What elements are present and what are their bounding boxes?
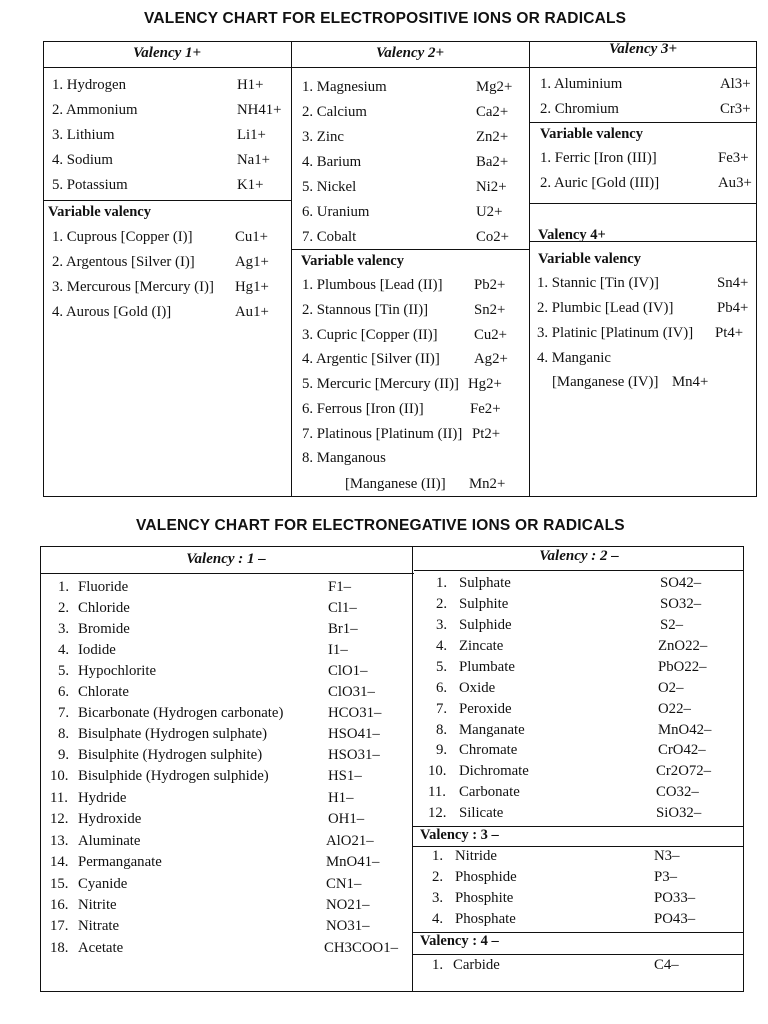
list-item: 6. Oxide O2– bbox=[436, 680, 684, 696]
valency3-sub-divider bbox=[412, 846, 744, 847]
list-item: 1. Plumbous [Lead (II)] Pb2+ bbox=[302, 277, 506, 293]
col3-variable-valency-label: Variable valency bbox=[540, 126, 643, 142]
list-item: 15. Cyanide CN1– bbox=[50, 876, 362, 892]
list-item: 1. Carbide C4– bbox=[432, 957, 679, 973]
list-item: 4. Zincate ZnO22– bbox=[436, 638, 708, 654]
col2-variable-valency-label: Variable valency bbox=[301, 253, 404, 269]
list-item: 6. Uranium U2+ bbox=[302, 204, 503, 220]
list-item: 4. Phosphate PO43– bbox=[432, 911, 696, 927]
valency4-sub-divider bbox=[412, 954, 744, 955]
list-item: 16. Nitrite NO21– bbox=[50, 897, 370, 913]
list-item: 2. Chloride Cl1– bbox=[58, 600, 357, 616]
list-item: 3. Zinc Zn2+ bbox=[302, 129, 509, 145]
list-item: 9. Bisulphite (Hydrogen sulphite) HSO31– bbox=[58, 747, 380, 763]
list-item: 2. Sulphite SO32– bbox=[436, 596, 702, 612]
list-item: 2. Argentous [Silver (I)] Ag1+ bbox=[52, 254, 269, 270]
column-divider-2 bbox=[529, 41, 530, 497]
list-item: 1. Ferric [Iron (III)] Fe3+ bbox=[540, 150, 749, 166]
list-item: 2. Ammonium NH41+ bbox=[52, 102, 282, 118]
valency-4plus-label: Valency 4+ bbox=[538, 227, 606, 243]
valency-4minus-label: Valency : 4 – bbox=[420, 933, 499, 949]
list-item: 1. Magnesium Mg2+ bbox=[302, 79, 513, 95]
list-item: 7. Bicarbonate (Hydrogen carbonate) HCO31– bbox=[58, 705, 382, 721]
bottom-header-divider-right bbox=[414, 570, 744, 571]
bottom-title: VALENCY CHART FOR ELECTRONEGATIVE IONS OR RADICALS bbox=[136, 517, 625, 534]
list-item: 3. Sulphide S2– bbox=[436, 617, 684, 633]
list-item: 2. Calcium Ca2+ bbox=[302, 104, 509, 120]
valency-3minus-label: Valency : 3 – bbox=[420, 827, 499, 843]
list-item: [Manganese (IV)] Mn4+ bbox=[552, 374, 709, 390]
list-item: 6. Ferrous [Iron (II)] Fe2+ bbox=[302, 401, 501, 417]
list-item: 1. Nitride N3– bbox=[432, 848, 680, 864]
bottom-column-divider bbox=[412, 546, 413, 992]
list-item: 12. Hydroxide OH1– bbox=[50, 811, 365, 827]
valency-4plus-variable-label: Variable valency bbox=[538, 251, 641, 267]
list-item: 13. Aluminate AlO21– bbox=[50, 833, 374, 849]
col1-variable-divider bbox=[43, 200, 291, 201]
list-item: 1. Aluminium Al3+ bbox=[540, 76, 751, 92]
header-valency-3plus: Valency 3+ bbox=[608, 41, 678, 57]
list-item: 6. Chlorate ClO31– bbox=[58, 684, 375, 700]
list-item: 4. Argentic [Silver (II)] Ag2+ bbox=[302, 351, 508, 367]
header-valency-2plus: Valency 2+ bbox=[375, 45, 445, 61]
list-item: 4. Barium Ba2+ bbox=[302, 154, 509, 170]
list-item: 7. Peroxide O22– bbox=[436, 701, 691, 717]
column-divider-1 bbox=[291, 41, 292, 497]
list-item: 8. Manganous bbox=[302, 450, 386, 466]
list-item: [Manganese (II)] Mn2+ bbox=[345, 476, 506, 492]
list-item: 14. Permanganate MnO41– bbox=[50, 854, 380, 870]
list-item: 3. Platinic [Platinum (IV)] Pt4+ bbox=[537, 325, 744, 341]
list-item: 5. Plumbate PbO22– bbox=[436, 659, 707, 675]
col3-valency4-top-divider bbox=[529, 203, 757, 204]
list-item: 10. Dichromate Cr2O72– bbox=[428, 763, 712, 779]
list-item: 4. Aurous [Gold (I)] Au1+ bbox=[52, 304, 269, 320]
list-item: 3. Cupric [Copper (II)] Cu2+ bbox=[302, 327, 508, 343]
list-item: 1. Sulphate SO42– bbox=[436, 575, 702, 591]
list-item: 10. Bisulphide (Hydrogen sulphide) HS1– bbox=[50, 768, 362, 784]
list-item: 12. Silicate SiO32– bbox=[428, 805, 702, 821]
list-item: 11. Carbonate CO32– bbox=[428, 784, 699, 800]
list-item: 7. Cobalt Co2+ bbox=[302, 229, 510, 245]
header-valency-1plus: Valency 1+ bbox=[132, 45, 202, 61]
header-valency-2minus: Valency : 2 – bbox=[539, 548, 619, 564]
list-item: 5. Hypochlorite ClO1– bbox=[58, 663, 368, 679]
list-item: 4. Iodide I1– bbox=[58, 642, 348, 658]
list-item: 3. Lithium Li1+ bbox=[52, 127, 266, 143]
list-item: 2. Plumbic [Lead (IV)] Pb4+ bbox=[537, 300, 749, 316]
col1-variable-valency-label: Variable valency bbox=[48, 204, 151, 220]
list-item: 3. Phosphite PO33– bbox=[432, 890, 696, 906]
list-item: 18. Acetate CH3COO1– bbox=[50, 940, 398, 956]
list-item: 8. Manganate MnO42– bbox=[436, 722, 712, 738]
bottom-header-divider-left bbox=[40, 573, 414, 574]
list-item: 2. Auric [Gold (III)] Au3+ bbox=[540, 175, 752, 191]
list-item: 5. Nickel Ni2+ bbox=[302, 179, 507, 195]
list-item: 5. Potassium K1+ bbox=[52, 177, 264, 193]
list-item: 2. Chromium Cr3+ bbox=[540, 101, 751, 117]
list-item: 1. Cuprous [Copper (I)] Cu1+ bbox=[52, 229, 269, 245]
list-item: 2. Stannous [Tin (II)] Sn2+ bbox=[302, 302, 506, 318]
list-item: 7. Platinous [Platinum (II)] Pt2+ bbox=[302, 426, 501, 442]
list-item: 5. Mercuric [Mercury (II)] Hg2+ bbox=[302, 376, 502, 392]
list-item: 3. Mercurous [Mercury (I)] Hg1+ bbox=[52, 279, 269, 295]
list-item: 1. Fluoride F1– bbox=[58, 579, 352, 595]
list-item: 2. Phosphide P3– bbox=[432, 869, 678, 885]
list-item: 1. Stannic [Tin (IV)] Sn4+ bbox=[537, 275, 749, 291]
top-title: VALENCY CHART FOR ELECTROPOSITIVE IONS OR RADICALS bbox=[144, 10, 627, 27]
header-divider bbox=[43, 67, 757, 68]
list-item: 11. Hydride H1– bbox=[50, 790, 354, 806]
list-item: 4. Sodium Na1+ bbox=[52, 152, 270, 168]
list-item: 8. Bisulphate (Hydrogen sulphate) HSO41– bbox=[58, 726, 380, 742]
list-item: 17. Nitrate NO31– bbox=[50, 918, 370, 934]
list-item: 4. Manganic bbox=[537, 350, 611, 366]
list-item: 3. Bromide Br1– bbox=[58, 621, 358, 637]
list-item: 1. Hydrogen H1+ bbox=[52, 77, 264, 93]
list-item: 9. Chromate CrO42– bbox=[436, 742, 706, 758]
header-valency-1minus: Valency : 1 – bbox=[186, 551, 266, 567]
